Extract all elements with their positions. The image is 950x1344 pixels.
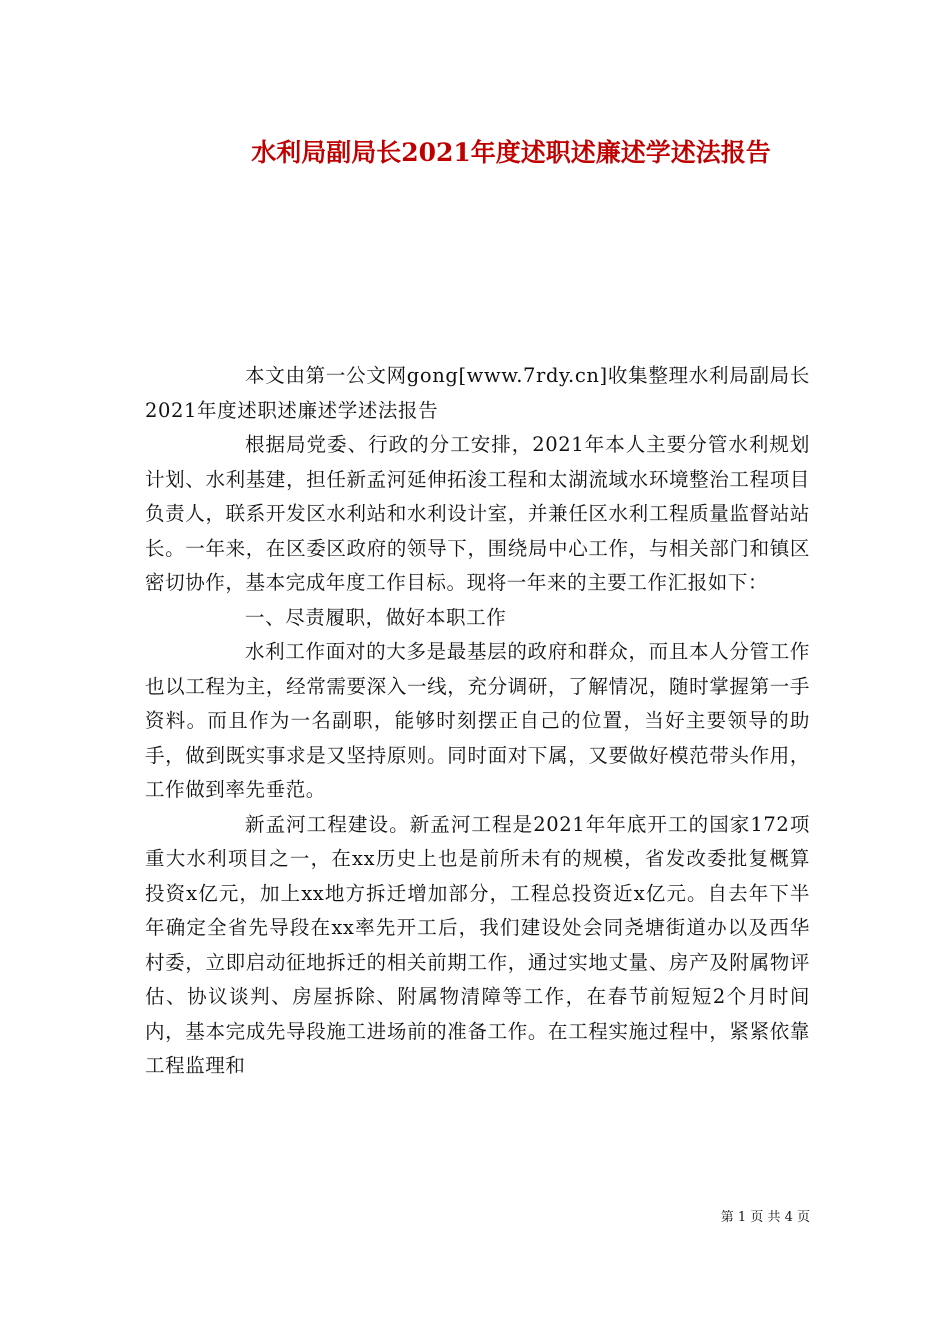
page-number: 第 1 页 共 4 页 (720, 1210, 810, 1225)
section-heading: 一、尽责履职，做好本职工作 (245, 605, 507, 629)
body-paragraph: 根据局党委、行政的分工安排，2021年本人主要分管水利规划计划、水利基建，担任新孟河延伸拓浚工程和太湖流域水环境整治工程项目负责人，联系开发区水利站和水利设计室，并兼任区水利工程质量监督站站长。一年来，在区委区政府的领导下，围绕局中心工作，与相关部门和镇区密切协作，基本完成年度工作目标。现将一年来的主要工作汇报如下： (145, 433, 810, 594)
body-paragraph: 水利工作面对的大多是最基层的政府和群众，而且本人分管工作也以工程为主，经常需要深入一线，充分调研，了解情况，随时掌握第一手资料。而且作为一名副职，能够时刻摆正自己的位置，当好主要领导的助手，做到既实事求是又坚持原则。同时面对下属，又要做好模范带头作用，工作做到率先垂范。 (145, 640, 810, 801)
body-paragraph: 新孟河工程建设。新孟河工程是2021年年底开工的国家172项重大水利项目之一，在xx历史上也是前所未有的规模，省发改委批复概算投资x亿元，加上xx地方拆迁增加部分，工程总投资近x亿元。自去年下半年确定全省先导段在xx率先开工后，我们建设处会同尧塘街道办以及西华村委，立即启动征地拆迁的相关前期工作，通过实地丈量、房产及附属物评估、协议谈判、房屋拆除、附属物清障等工作，在春节前短短2个月时间内，基本完成先导段施工进场前的准备工作。在工程实施过程中，紧紧依靠工程监理和 (145, 812, 810, 1077)
document-body (145, 359, 810, 1084)
document-title: 水利局副局长2021年度述职述廉述学述法报告 (251, 138, 771, 167)
source-paragraph: 本文由第一公文网gong[www.7rdy.cn]收集整理水利局副局长2021年度述职述廉述学述法报告 (145, 364, 810, 422)
